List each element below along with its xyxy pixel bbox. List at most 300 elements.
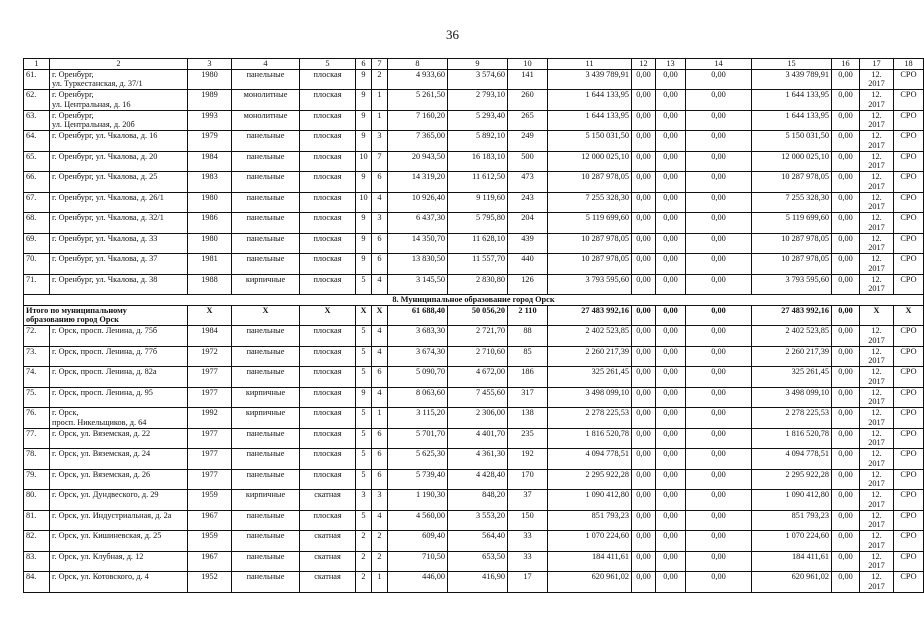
wall-material-cell: панельные	[232, 254, 300, 275]
total-area-cell: 710,50	[388, 551, 448, 572]
fund-cell: 0,00	[686, 274, 752, 295]
residents-cell: 260	[508, 90, 548, 111]
column-number: 4	[232, 59, 300, 70]
other-funds-cell: 0,00	[832, 449, 860, 470]
address-cell	[50, 572, 188, 593]
row-number: 69.	[24, 233, 50, 254]
column-number: 17	[860, 59, 894, 70]
roof-type-cell: плоская	[300, 274, 356, 295]
address-line: г. Оренбург,	[52, 110, 94, 120]
address-line: г. Оренбург, ул. Чкалова, д. 37	[52, 254, 158, 263]
fund-cell: 0,00	[686, 510, 752, 531]
fund-cell: 0,00	[686, 490, 752, 511]
owners-funds-cell: 2 295 922,28	[752, 469, 832, 490]
cost-cell: 27 483 992,16	[548, 305, 632, 326]
method-cell: СРО	[894, 510, 924, 531]
row-number: 70.	[24, 254, 50, 275]
method-cell: СРО	[894, 151, 924, 172]
fund-cell: 0,00	[686, 367, 752, 388]
other-funds-cell: 0,00	[832, 387, 860, 408]
fund-cell: 0,00	[656, 305, 686, 326]
row-number: 64.	[24, 131, 50, 152]
entrances-cell: 2	[372, 69, 388, 90]
living-area-cell: 7 455,60	[448, 387, 508, 408]
table-row	[24, 69, 924, 90]
floors-cell: 2	[356, 551, 372, 572]
total-label-line: Итого по муниципальному	[26, 305, 127, 315]
floors-cell: 5	[356, 367, 372, 388]
completion-year: 2017	[868, 520, 885, 529]
owners-funds-cell: 12 000 025,10	[752, 151, 832, 172]
floors-cell: 2	[356, 531, 372, 552]
fund-cell: 0,00	[632, 367, 656, 388]
method-cell: СРО	[894, 428, 924, 449]
cost-cell: 10 287 978,05	[548, 172, 632, 193]
row-number: 71.	[24, 274, 50, 295]
residents-cell: 440	[508, 254, 548, 275]
roof-type-cell: скатная	[300, 490, 356, 511]
row-number: 65.	[24, 151, 50, 172]
row-number: 66.	[24, 172, 50, 193]
fund-cell: 0,00	[686, 346, 752, 367]
fund-cell: 0,00	[686, 326, 752, 347]
fund-cell: 0,00	[686, 428, 752, 449]
year-cell: 1977	[188, 387, 232, 408]
entrances-cell: 6	[372, 254, 388, 275]
column-number: 15	[752, 59, 832, 70]
entrances-cell: 1	[372, 408, 388, 429]
page-number: 36	[446, 27, 459, 42]
row-number: 62.	[24, 90, 50, 111]
fund-cell: 0,00	[656, 469, 686, 490]
address-line: г. Орск, ул. Вяземская, д. 26	[52, 469, 151, 479]
address-cell	[50, 387, 188, 408]
owners-funds-cell: 1 644 133,95	[752, 110, 832, 131]
fund-cell: 0,00	[656, 346, 686, 367]
floors-cell: 9	[356, 213, 372, 234]
owners-funds-cell: 7 255 328,30	[752, 192, 832, 213]
fund-cell: 0,00	[632, 551, 656, 572]
floors-cell: 5	[356, 408, 372, 429]
cost-cell: 325 261,45	[548, 367, 632, 388]
method-cell: СРО	[894, 254, 924, 275]
fund-cell: 0,00	[632, 449, 656, 470]
fund-cell: 0,00	[632, 408, 656, 429]
address-line: г. Оренбург, ул. Чкалова, д. 26/1	[52, 192, 164, 202]
address-cell	[50, 408, 188, 429]
living-area-cell: 416,90	[448, 572, 508, 593]
row-number: 61.	[24, 69, 50, 90]
other-funds-cell: 0,00	[832, 510, 860, 531]
column-number: 12	[632, 59, 656, 70]
completion-year: 2017	[868, 79, 885, 88]
address-line: г. Оренбург,	[52, 69, 94, 79]
living-area-cell: 2 721,70	[448, 326, 508, 347]
residents-cell: 186	[508, 367, 548, 388]
floors-cell: 5	[356, 469, 372, 490]
address-cell	[50, 172, 188, 193]
fund-cell: 0,00	[686, 551, 752, 572]
living-area-cell: 5 293,40	[448, 110, 508, 131]
column-number: 13	[656, 59, 686, 70]
other-funds-cell: 0,00	[832, 490, 860, 511]
wall-material-cell: кирпичные	[232, 408, 300, 429]
entrances-cell: 6	[372, 233, 388, 254]
fund-cell: 0,00	[656, 326, 686, 347]
cost-cell: 851 793,23	[548, 510, 632, 531]
method-cell: СРО	[894, 233, 924, 254]
residents-cell: 126	[508, 274, 548, 295]
living-area-cell: 5 795,80	[448, 213, 508, 234]
method-cell: СРО	[894, 131, 924, 152]
completion-month: 12.	[871, 346, 882, 356]
total-area-cell: 7 160,20	[388, 110, 448, 131]
fund-cell: 0,00	[656, 254, 686, 275]
roof-type-cell: плоская	[300, 326, 356, 347]
residents-cell: 33	[508, 531, 548, 552]
completion-month: 12.	[871, 387, 882, 397]
fund-cell: 0,00	[632, 110, 656, 131]
completion-date-cell	[860, 110, 894, 131]
row-number: 67.	[24, 192, 50, 213]
residents-cell: 500	[508, 151, 548, 172]
fund-cell: 0,00	[656, 131, 686, 152]
address-cell	[50, 131, 188, 152]
cost-cell: 12 000 025,10	[548, 151, 632, 172]
year-cell: 1967	[188, 510, 232, 531]
completion-date-cell	[860, 151, 894, 172]
fund-cell: 0,00	[632, 274, 656, 295]
owners-funds-cell: 3 498 099,10	[752, 387, 832, 408]
address-cell	[50, 90, 188, 111]
address-cell	[50, 551, 188, 572]
completion-year: 2017	[868, 499, 885, 509]
column-number: 9	[448, 59, 508, 70]
row-number: 78.	[24, 449, 50, 470]
wall-material-cell: монолитные	[232, 110, 300, 131]
wall-material-cell: панельные	[232, 572, 300, 593]
table-row	[24, 531, 924, 552]
cost-cell: 620 961,02	[548, 572, 632, 593]
table-row	[24, 346, 924, 367]
year-cell: 1977	[188, 449, 232, 470]
roof-type-cell: плоская	[300, 233, 356, 254]
completion-year: 2017	[868, 356, 885, 365]
column-number: 5	[300, 59, 356, 70]
floors-cell: 5	[356, 510, 372, 531]
method-cell: СРО	[894, 346, 924, 367]
fund-cell: 0,00	[656, 572, 686, 593]
floors-cell: 9	[356, 90, 372, 111]
other-funds-cell: 0,00	[832, 408, 860, 429]
fund-cell: 0,00	[632, 326, 656, 347]
completion-year: 2017	[868, 181, 885, 191]
other-funds-cell: 0,00	[832, 213, 860, 234]
total-row	[24, 305, 924, 326]
wall-material-cell: панельные	[232, 510, 300, 531]
table-body	[24, 59, 924, 593]
completion-month: 12.	[871, 254, 882, 263]
completion-date-cell	[860, 469, 894, 490]
total-area-cell: 6 437,30	[388, 213, 448, 234]
year-cell: 1967	[188, 551, 232, 572]
year-cell: 1977	[188, 367, 232, 388]
residents-cell: 249	[508, 131, 548, 152]
completion-year: 2017	[868, 263, 885, 273]
address-line: г. Орск,	[52, 408, 79, 417]
x-mark: X	[300, 305, 356, 326]
floors-cell: 9	[356, 233, 372, 254]
total-area-cell: 5 090,70	[388, 367, 448, 388]
fund-cell: 0,00	[632, 490, 656, 511]
cost-cell: 2 278 225,53	[548, 408, 632, 429]
completion-date-cell	[860, 69, 894, 90]
total-area-cell: 3 145,50	[388, 274, 448, 295]
fund-cell: 0,00	[632, 346, 656, 367]
roof-type-cell: скатная	[300, 572, 356, 593]
fund-cell: 0,00	[656, 110, 686, 131]
address-line: г. Орск, ул. Клубная, д. 12	[52, 551, 144, 561]
fund-cell: 0,00	[632, 428, 656, 449]
other-funds-cell: 0,00	[832, 151, 860, 172]
wall-material-cell: кирпичные	[232, 274, 300, 295]
fund-cell: 0,00	[686, 151, 752, 172]
x-mark: X	[356, 305, 372, 326]
fund-cell: 0,00	[686, 449, 752, 470]
fund-cell: 0,00	[632, 387, 656, 408]
table-row	[24, 90, 924, 111]
roof-type-cell: плоская	[300, 449, 356, 470]
address-cell	[50, 510, 188, 531]
residents-cell: 192	[508, 449, 548, 470]
completion-date-cell	[860, 408, 894, 429]
fund-cell: 0,00	[656, 233, 686, 254]
method-cell: СРО	[894, 213, 924, 234]
living-area-cell: 3 574,60	[448, 69, 508, 90]
floors-cell: 10	[356, 192, 372, 213]
address-cell	[50, 346, 188, 367]
cost-cell: 1 816 520,78	[548, 428, 632, 449]
owners-funds-cell: 1 644 133,95	[752, 90, 832, 111]
fund-cell: 0,00	[686, 531, 752, 552]
living-area-cell: 4 401,70	[448, 428, 508, 449]
column-number-row	[24, 59, 924, 70]
table-row	[24, 233, 924, 254]
year-cell: 1992	[188, 408, 232, 429]
table-row	[24, 326, 924, 347]
living-area-cell: 4 672,00	[448, 367, 508, 388]
completion-year: 2017	[868, 581, 885, 591]
column-number: 8	[388, 59, 448, 70]
roof-type-cell: скатная	[300, 551, 356, 572]
total-area-cell: 13 830,50	[388, 254, 448, 275]
fund-cell: 0,00	[656, 408, 686, 429]
other-funds-cell: 0,00	[832, 572, 860, 593]
roof-type-cell: плоская	[300, 387, 356, 408]
entrances-cell: 3	[372, 490, 388, 511]
table-row	[24, 274, 924, 295]
living-area-cell: 50 056,20	[448, 305, 508, 326]
owners-funds-cell: 10 287 978,05	[752, 172, 832, 193]
floors-cell: 10	[356, 151, 372, 172]
completion-month: 12.	[871, 408, 882, 417]
living-area-cell: 4 361,30	[448, 449, 508, 470]
table-row	[24, 449, 924, 470]
cost-cell: 1 090 412,80	[548, 490, 632, 511]
table-row	[24, 490, 924, 511]
completion-date-cell	[860, 90, 894, 111]
method-cell: СРО	[894, 274, 924, 295]
fund-cell: 0,00	[686, 254, 752, 275]
address-cell	[50, 326, 188, 347]
completion-date-cell	[860, 274, 894, 295]
other-funds-cell: 0,00	[832, 69, 860, 90]
year-cell: 1989	[188, 90, 232, 111]
living-area-cell: 2 710,60	[448, 346, 508, 367]
other-funds-cell: 0,00	[832, 469, 860, 490]
cost-cell: 2 402 523,85	[548, 326, 632, 347]
fund-cell: 0,00	[686, 192, 752, 213]
column-number: 10	[508, 59, 548, 70]
section-header-row	[24, 295, 924, 306]
roof-type-cell: плоская	[300, 69, 356, 90]
address-line: г. Оренбург, ул. Чкалова, д. 32/1	[52, 213, 164, 222]
total-area-cell: 5 701,70	[388, 428, 448, 449]
living-area-cell: 11 628,10	[448, 233, 508, 254]
entrances-cell: 4	[372, 346, 388, 367]
method-cell: СРО	[894, 408, 924, 429]
owners-funds-cell: 184 411,61	[752, 551, 832, 572]
residents-cell: 141	[508, 69, 548, 90]
wall-material-cell: панельные	[232, 469, 300, 490]
entrances-cell: 2	[372, 551, 388, 572]
address-line: г. Оренбург, ул. Чкалова, д. 16	[52, 131, 158, 140]
floors-cell: 5	[356, 428, 372, 449]
floors-cell: 5	[356, 346, 372, 367]
address-cell	[50, 254, 188, 275]
wall-material-cell: панельные	[232, 326, 300, 347]
completion-month: 12.	[871, 110, 882, 120]
completion-year: 2017	[868, 540, 885, 550]
completion-year: 2017	[868, 397, 885, 406]
table-row	[24, 469, 924, 490]
fund-cell: 0,00	[686, 90, 752, 111]
floors-cell: 9	[356, 110, 372, 131]
table-row	[24, 254, 924, 275]
living-area-cell: 9 119,60	[448, 192, 508, 213]
table-row	[24, 131, 924, 152]
address-line: г. Орск, ул. Вяземская, д. 24	[52, 449, 151, 458]
roof-type-cell: плоская	[300, 408, 356, 429]
fund-cell: 0,00	[686, 233, 752, 254]
completion-date-cell	[860, 254, 894, 275]
residents-cell: 33	[508, 551, 548, 572]
fund-cell: 0,00	[686, 69, 752, 90]
column-number: 7	[372, 59, 388, 70]
other-funds-cell: 0,00	[832, 233, 860, 254]
completion-month: 12.	[871, 428, 882, 438]
other-funds-cell: 0,00	[832, 531, 860, 552]
roof-type-cell: плоская	[300, 172, 356, 193]
fund-cell: 0,00	[632, 510, 656, 531]
address-line: г. Оренбург, ул. Чкалова, д. 25	[52, 172, 158, 181]
wall-material-cell: панельные	[232, 172, 300, 193]
address-cell	[50, 469, 188, 490]
roof-type-cell: плоская	[300, 90, 356, 111]
completion-month: 12.	[871, 510, 882, 520]
completion-year: 2017	[868, 202, 885, 211]
completion-month: 12.	[871, 172, 882, 181]
fund-cell: 0,00	[656, 510, 686, 531]
wall-material-cell: панельные	[232, 531, 300, 552]
total-area-cell: 1 190,30	[388, 490, 448, 511]
completion-year: 2017	[868, 417, 885, 427]
year-cell: 1980	[188, 233, 232, 254]
completion-month: 12.	[871, 131, 882, 140]
method-cell: СРО	[894, 367, 924, 388]
residents-cell: 265	[508, 110, 548, 131]
other-funds-cell: 0,00	[832, 326, 860, 347]
floors-cell: 3	[356, 490, 372, 511]
residents-cell: 37	[508, 490, 548, 511]
completion-year: 2017	[868, 140, 885, 150]
table-row	[24, 387, 924, 408]
year-cell: 1984	[188, 151, 232, 172]
address-line: г. Орск, просп. Ленина, д. 75б	[52, 326, 158, 335]
address-line: г. Оренбург, ул. Чкалова, д. 38	[52, 274, 158, 284]
table-row	[24, 213, 924, 234]
owners-funds-cell: 851 793,23	[752, 510, 832, 531]
owners-funds-cell: 4 094 778,51	[752, 449, 832, 470]
completion-month: 12.	[871, 326, 882, 335]
year-cell: 1977	[188, 428, 232, 449]
row-number: 72.	[24, 326, 50, 347]
address-cell	[50, 213, 188, 234]
roof-type-cell: плоская	[300, 213, 356, 234]
fund-cell: 0,00	[632, 172, 656, 193]
total-area-cell: 10 926,40	[388, 192, 448, 213]
fund-cell: 0,00	[686, 110, 752, 131]
completion-date-cell	[860, 490, 894, 511]
total-area-cell: 446,00	[388, 572, 448, 593]
residents-cell: 439	[508, 233, 548, 254]
living-area-cell: 2 793,10	[448, 90, 508, 111]
fund-cell: 0,00	[656, 192, 686, 213]
completion-date-cell	[860, 428, 894, 449]
other-funds-cell: 0,00	[832, 428, 860, 449]
row-number: 82.	[24, 531, 50, 552]
fund-cell: 0,00	[686, 572, 752, 593]
completion-year: 2017	[868, 99, 885, 109]
address-cell	[50, 531, 188, 552]
residents-cell: 204	[508, 213, 548, 234]
total-area-cell: 20 943,50	[388, 151, 448, 172]
entrances-cell: 2	[372, 531, 388, 552]
year-cell: 1977	[188, 469, 232, 490]
fund-cell: 0,00	[656, 387, 686, 408]
roof-type-cell: скатная	[300, 531, 356, 552]
owners-funds-cell: 2 402 523,85	[752, 326, 832, 347]
fund-cell: 0,00	[632, 305, 656, 326]
table-row	[24, 367, 924, 388]
other-funds-cell: 0,00	[832, 192, 860, 213]
completion-date-cell	[860, 233, 894, 254]
method-cell: СРО	[894, 469, 924, 490]
completion-date-cell	[860, 131, 894, 152]
completion-month: 12.	[871, 274, 882, 284]
entrances-cell: 1	[372, 90, 388, 111]
year-cell: 1984	[188, 326, 232, 347]
